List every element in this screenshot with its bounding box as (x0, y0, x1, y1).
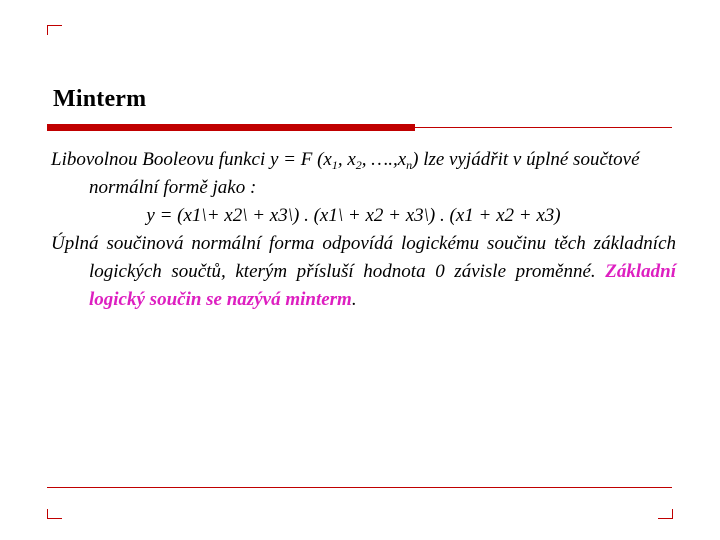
slide-body (51, 146, 676, 314)
subscript-2: 2 (355, 158, 362, 172)
slide-frame-top-bracket (47, 25, 62, 35)
subscript-1: 1 (331, 158, 338, 172)
paragraph-definition-text-a: Libovolnou Booleovu funkci y = F (x (51, 149, 332, 170)
paragraph-definition-text-d: ) lze vyjádřit v úplné součtové normální formě jako : (89, 149, 640, 198)
subscript-n: n (406, 158, 413, 172)
slide-frame-bottom-left-bracket (47, 509, 62, 519)
paragraph-minterm-text: Úplná součinová normální forma odpovídá logickému součinu těch základních logických součtů, kterým přísluší hodnota 0 závisle proměnné. (51, 233, 676, 282)
slide-title: Minterm (53, 86, 147, 112)
paragraph-definition (51, 146, 676, 202)
paragraph-definition-text-c: , ….,x (361, 149, 407, 170)
formula-line: y = (x1\+ x2\ + x3\) . (x1\ + x2 + x3\) . (x1 + x2 + x3) (146, 205, 561, 226)
paragraph-minterm-end: . (351, 289, 357, 310)
title-underline-thin (415, 127, 672, 128)
footer-rule (47, 487, 672, 488)
paragraph-minterm (51, 230, 676, 314)
paragraph-definition-text-b: , x (337, 149, 356, 170)
minterm-highlight: Základní logický součin se nazývá minterm (89, 261, 676, 310)
title-underline-thick (47, 124, 415, 131)
slide-frame-bottom-right-bracket (658, 509, 673, 519)
